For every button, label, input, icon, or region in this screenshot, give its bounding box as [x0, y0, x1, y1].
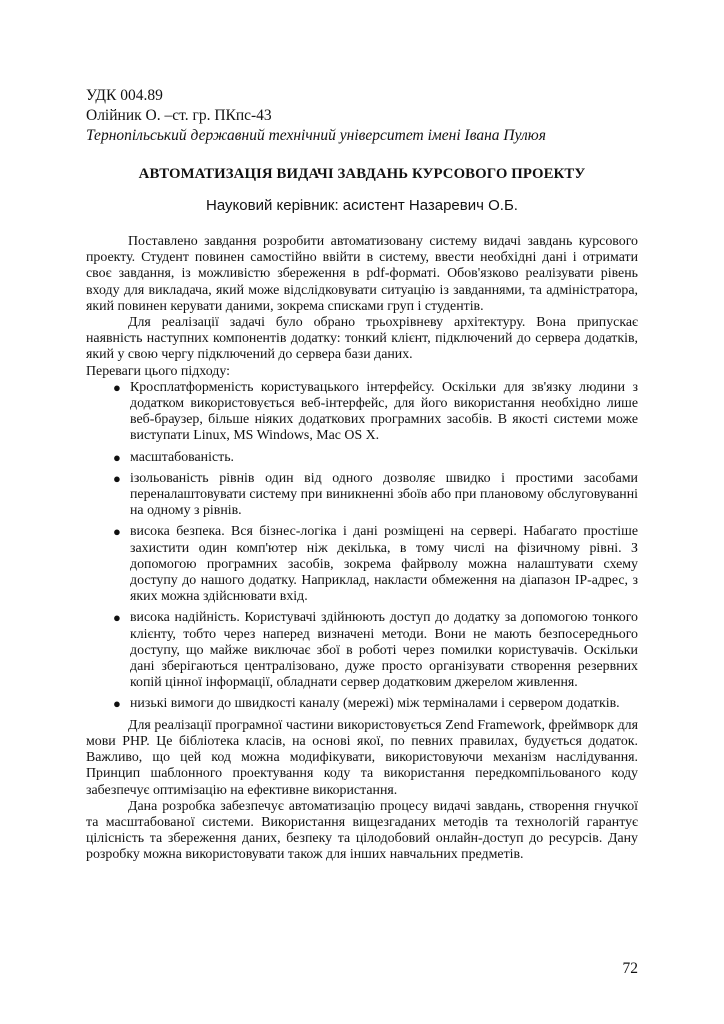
author-line: Олійник О. –ст. гр. ПКпс-43 [86, 107, 272, 124]
list-item [113, 470, 638, 520]
header-block [86, 86, 638, 146]
list-item-text: ізольованість рівнів один від одного дозволяє швидко і простими засобами переналаштовувати систему при виникненні збоїв або при плановому обслуговуванні на одному з рівнів. [130, 470, 638, 519]
paragraph-task: Поставлено завдання розробити автоматизовану систему видачі завдань курсового проекту. Студент повинен самостійно ввійти в систему, ввести необхідні дані і отримати своє завдання, із можливістю збереження в pdf-форматі. Обов'язково реалізувати рівень входу для викладача, який може відслідковувати ситуацію із завданнями, та адміністратора, який повинен керувати даними, зокрема списками груп і студентів. [86, 234, 638, 314]
list-item [113, 524, 638, 605]
list-item [113, 610, 638, 691]
supervisor-line: Науковий керівник: асистент Назаревич О.Б. [206, 197, 518, 214]
page-number: 72 [622, 960, 638, 977]
bullet-icon: ● [113, 449, 121, 465]
list-item-text: масштабованість. [130, 449, 235, 465]
advantages-list [86, 380, 638, 713]
list-item-text: висока безпека. Вся бізнес-логіка і дані розміщені на сервері. Набагато простіше захистити один комп'ютер ніж декілька, в тому числі на фізичному рівні. З допомогою програмних засобів, зокрема файрволу можна налаштувати схему доступу до нашого додатку. Наприклад, накласти обмеження на діапазон IP-адрес, з яких можна здійснювати вхід. [130, 524, 638, 605]
paragraph-architecture: Для реалізації задачі було обрано трьохрівневу архітектуру. Вона припускає наявність наступних компонентів додатку: тонкий клієнт, підключений до сервера додатків, який у свою чергу підключений до сервера бази даних. [86, 315, 638, 363]
bullet-icon: ● [113, 470, 121, 486]
advantages-intro: Переваги цього підходу: [86, 363, 230, 379]
list-item-text: висока надійність. Користувачі здійнюють доступ до додатку за допомогою тонкого клієнту, тобто через наперед визначені методи. Вони не мають безпосереднього доступу, що майже виключає збої в роботі через помилки користувачів. Оскільки дані зберігаються централізовано, дуже просто організувати створення резервних копій цінної інформації, обладнати сервер додатковим джерелом живлення. [130, 610, 638, 691]
bullet-icon: ● [113, 524, 121, 540]
bullet-icon: ● [113, 379, 121, 395]
paragraph-implementation: Для реалізації програмної частини використовується Zend Framework, фреймворк для мови PHP. Це бібліотека класів, на основі якої, по певних правилах, будується додаток. Важливо, що цей код можна модифікувати, використовуючи механізм наслідування. Принцип шаблонного проектування коду та використання передкомпільованого коду забезпечує оптимізацію на ефективне використання. [86, 717, 638, 798]
list-item-text: низькі вимоги до швидкості каналу (мережі) між терміналами і сервером додатків. [130, 696, 620, 712]
list-item-text: Кросплатформеність користувацького інтерфейсу. Оскільки для зв'язку людини з додатком використовується веб-інтерфейс, для його використання необхідно лише веб-браузер, більше ніяких додаткових програмних засобів. В якості системи може виступати Linux, MS Windows, Mac OS X. [130, 379, 638, 444]
affiliation-line: Тернопільський державний технічний університет імені Івана Пулюя [86, 127, 546, 144]
list-item [113, 379, 638, 445]
bullet-icon: ● [113, 696, 121, 712]
paper-title: АВТОМАТИЗАЦІЯ ВИДАЧІ ЗАВДАНЬ КУРСОВОГО ПРОЕКТУ [138, 166, 586, 182]
udc-code: УДК 004.89 [86, 87, 163, 104]
paragraph-conclusion: Дана розробка забезпечує автоматизацію процесу видачі завдань, створення гнучкої та масштабованої системи. Використання вищезгаданих методів та технологій гарантує цілісність та збереження даних, безпеку та цілодобовий онлайн-доступ до ресурсів. Дану розробку можна використовувати також для інших навчальних предметів. [86, 798, 638, 863]
list-item [113, 449, 638, 466]
list-item [113, 696, 638, 712]
bullet-icon: ● [113, 610, 121, 626]
